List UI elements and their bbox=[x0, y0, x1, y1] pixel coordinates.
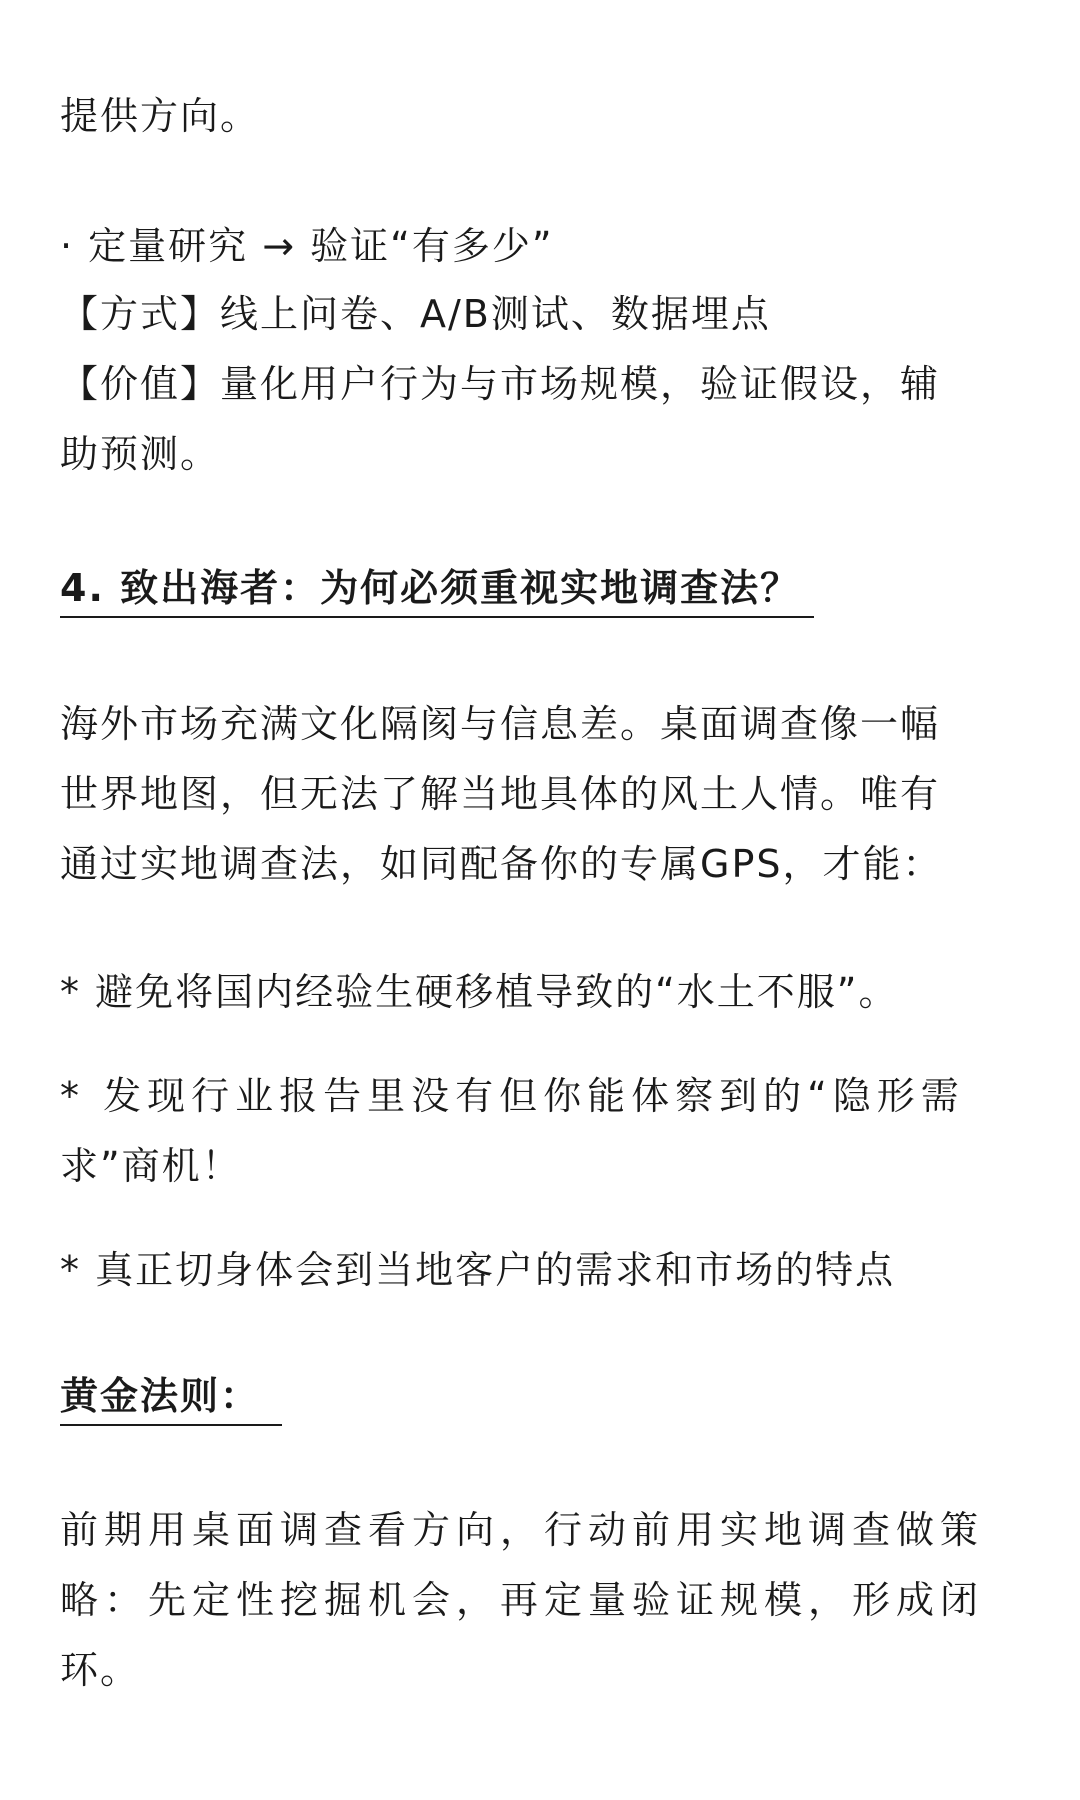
method-line: 【方式】线上问卷、A/B测试、数据埋点 bbox=[60, 292, 771, 336]
golden-rule-heading: 黄金法则： bbox=[60, 1368, 282, 1426]
paragraph-line: 提供方向。 bbox=[60, 94, 261, 138]
paragraph-line: 前期用桌面调查看方向，行动前用实地调查做策 bbox=[60, 1508, 985, 1552]
paragraph-line: 环。 bbox=[60, 1648, 141, 1692]
value-line-continued: 助预测。 bbox=[60, 432, 221, 476]
list-item: * 真正切身体会到当地客户的需求和市场的特点 bbox=[60, 1248, 896, 1292]
paragraph-line: 世界地图，但无法了解当地具体的风土人情。唯有 bbox=[60, 772, 941, 816]
list-item: * 避免将国内经验生硬移植导致的“水土不服”。 bbox=[60, 970, 899, 1014]
value-line: 【价值】量化用户行为与市场规模，验证假设，辅 bbox=[60, 362, 941, 406]
paragraph-line: 通过实地调查法，如同配备你的专属GPS，才能： bbox=[60, 842, 943, 886]
quantitative-research-item: · 定量研究 → 验证“有多少” bbox=[60, 224, 554, 268]
paragraph-line: 略：先定性挖掘机会，再定量验证规模，形成闭 bbox=[60, 1578, 985, 1622]
list-item: * 发现行业报告里没有但你能体察到的“隐形需 bbox=[60, 1074, 965, 1118]
section-heading: 4. 致出海者：为何必须重视实地调查法？ bbox=[60, 560, 814, 618]
paragraph-line: 海外市场充满文化隔阂与信息差。桌面调查像一幅 bbox=[60, 702, 941, 746]
list-item-continued: 求”商机！ bbox=[60, 1144, 242, 1188]
